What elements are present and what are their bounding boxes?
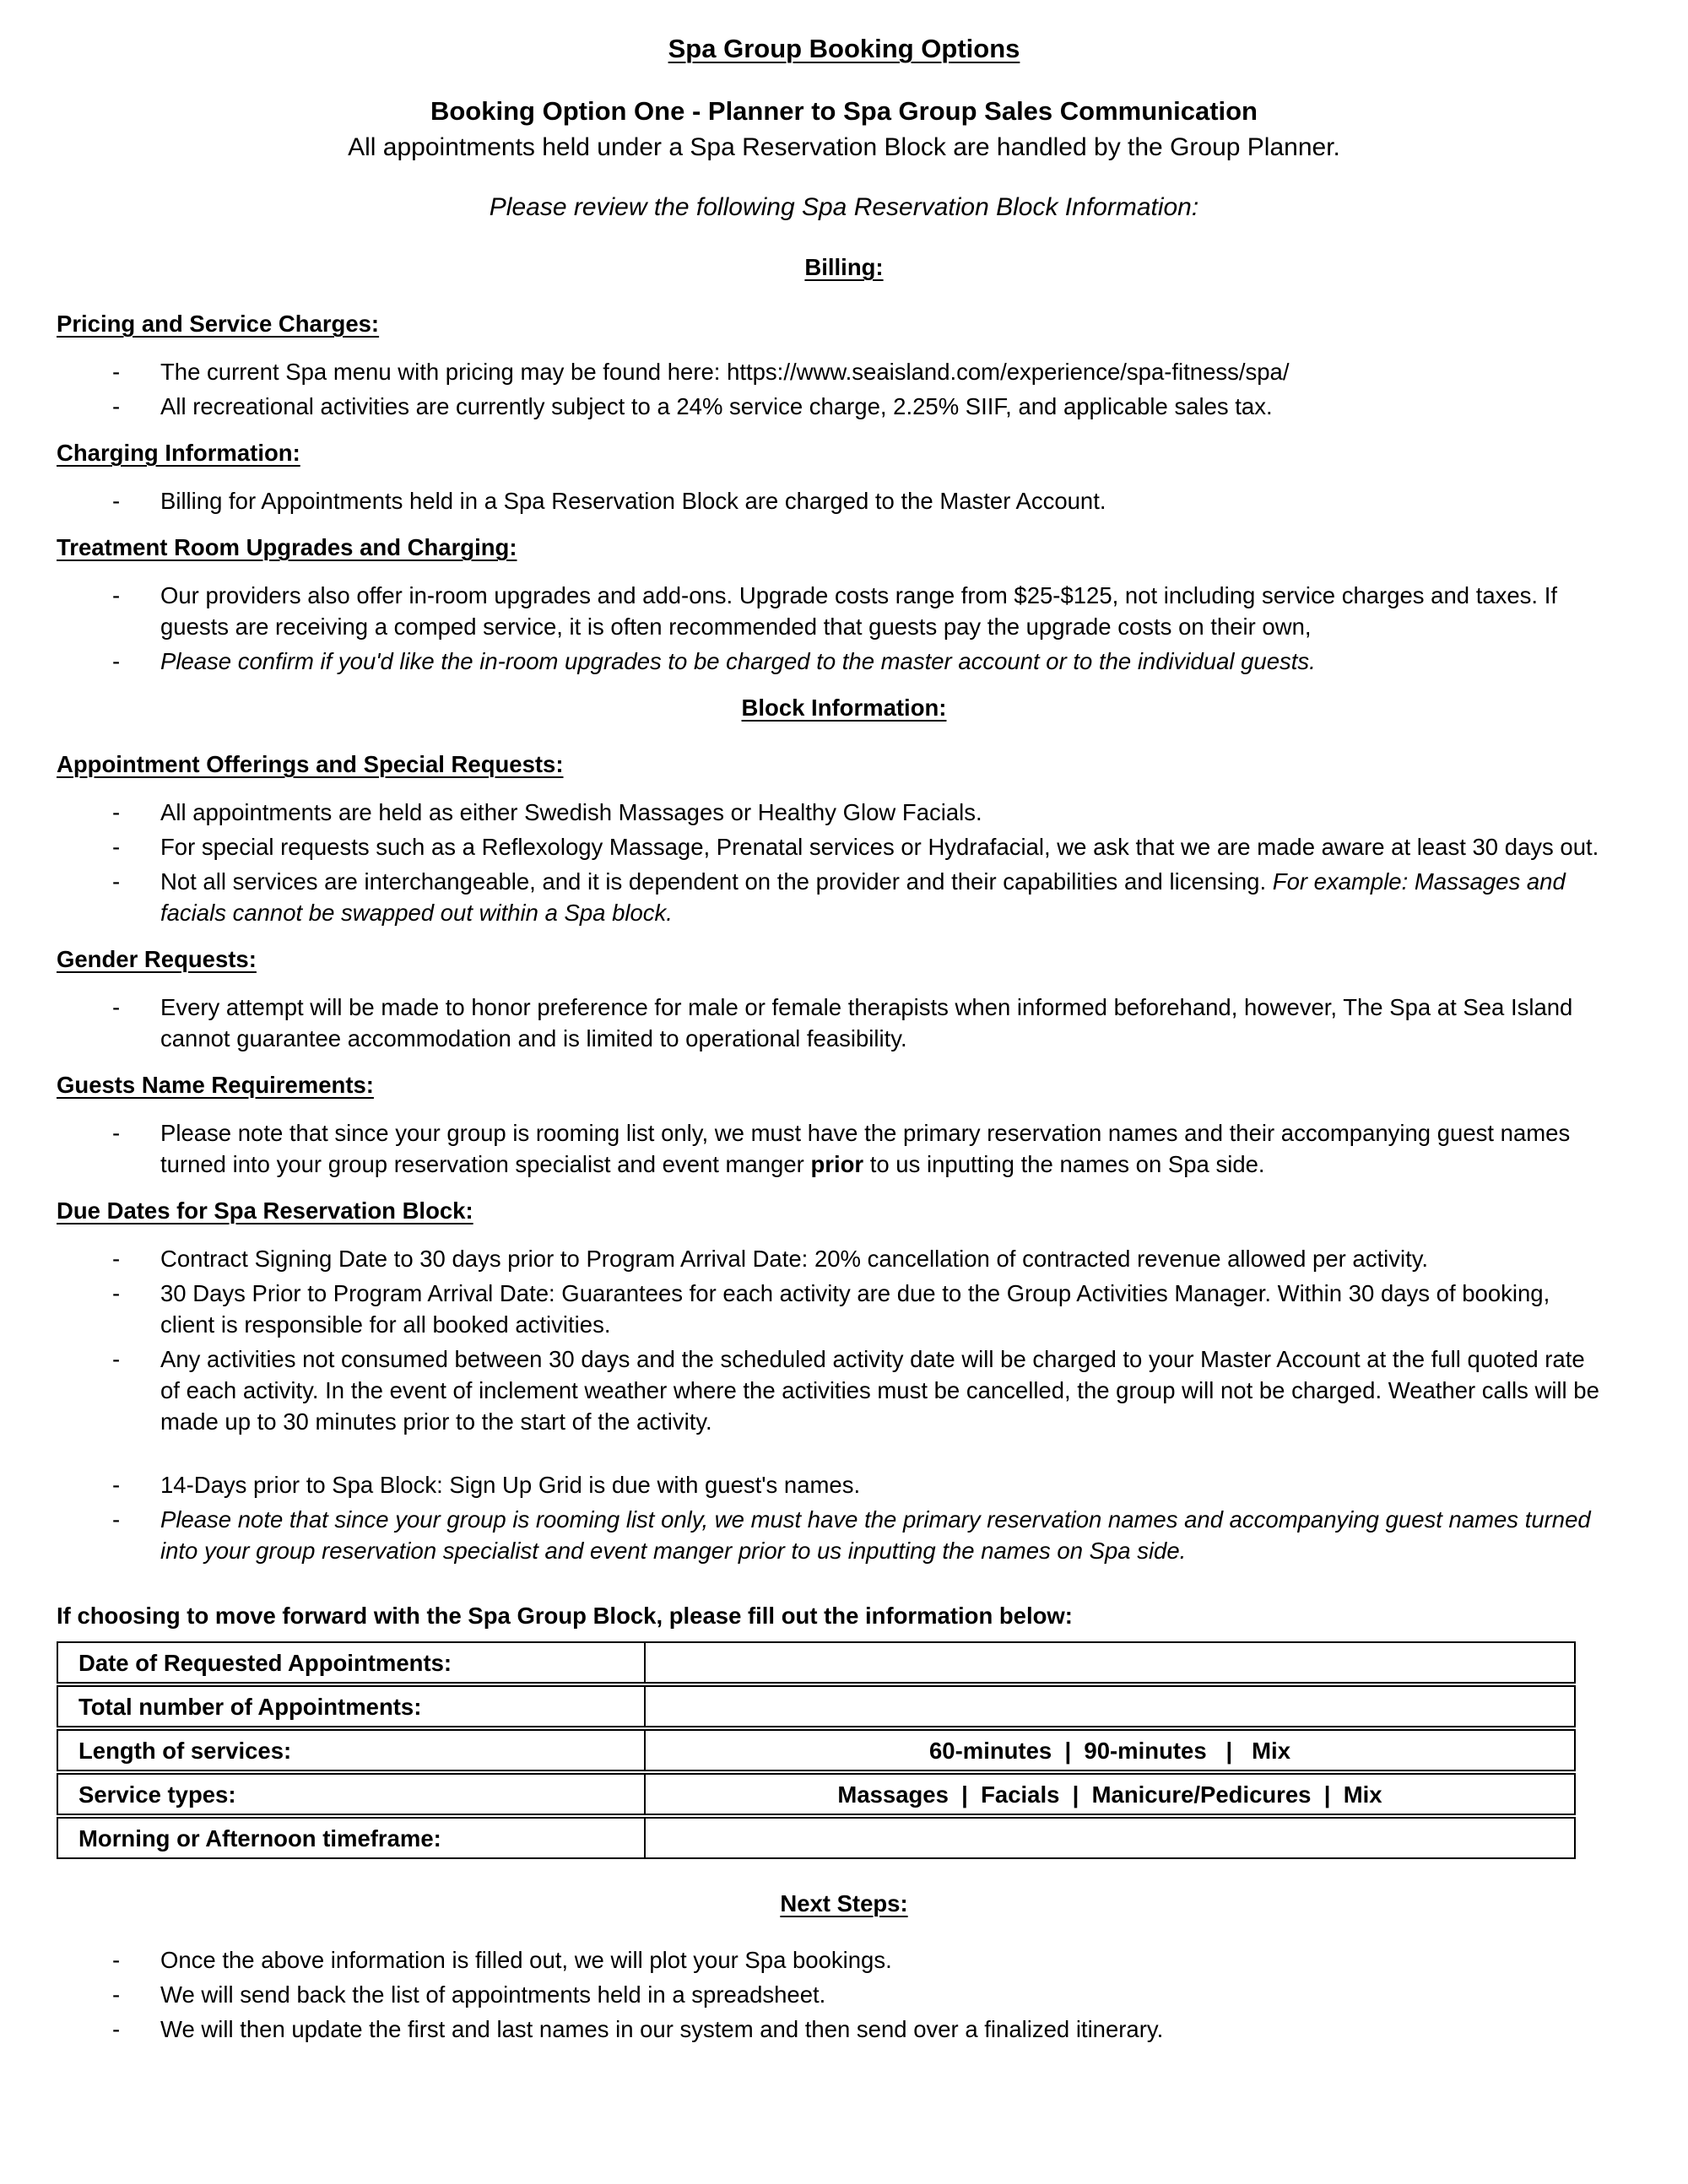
fill-out-instruction: If choosing to move forward with the Spa Group Block, please fill out the information below: <box>57 1603 1073 1629</box>
text-segment: Contract Signing Date to 30 days prior to Program Arrival Date: 20% cancellation of contracted revenue allowed per activity. <box>160 1246 1429 1272</box>
text-segment: to us inputting the names on Spa side. <box>863 1151 1265 1177</box>
text-segment: For special requests such as a Reflexology Massage, Prenatal services or Hydrafacial, we ask that we are made aware at least 30 days out. <box>160 834 1599 860</box>
list-item <box>57 1343 1631 1437</box>
booking-form-table <box>57 1640 1576 1861</box>
list-item <box>57 992 1631 1054</box>
due-dates-bullets <box>57 1243 1631 1437</box>
guests-name-requirements-bullets <box>57 1117 1631 1180</box>
table-label-cell: Date of Requested Appointments: <box>57 1641 646 1684</box>
bullet-dash: - <box>112 1120 121 1146</box>
bullet-dash: - <box>112 994 121 1020</box>
bullet-dash: - <box>112 1280 121 1306</box>
list-item <box>57 866 1631 928</box>
next-steps-bullets <box>57 1944 1631 2045</box>
list-item <box>57 1117 1631 1180</box>
bullet-text <box>160 391 1631 422</box>
bullet-dash: - <box>112 393 121 419</box>
bullet-dash: - <box>112 1506 121 1533</box>
text-segment: Please note that since your group is rooming list only, we must have the primary reservation names and accompanying guest names turned into your group reservation specialist and event manger prior to us inputting the names on Spa side. <box>160 1506 1591 1564</box>
option-one-subtitle: All appointments held under a Spa Reservation Block are handled by the Group Planner. <box>348 133 1340 161</box>
gender-requests-heading: Gender Requests: <box>57 946 257 972</box>
bullet-text <box>160 1278 1631 1340</box>
table-label-cell: Length of services: <box>57 1729 646 1771</box>
text-segment: Any activities not consumed between 30 days and the scheduled activity date will be charged to your Master Account at the full quoted rate of each activity. In the event of inclement weather where the activities must be cancelled, the group will not be charged. Weather calls will be made up to 30 minutes prior to the start of the activity. <box>160 1346 1599 1435</box>
bullet-text <box>160 1343 1631 1437</box>
gender-requests-bullets <box>57 992 1631 1054</box>
list-item <box>57 580 1631 642</box>
due-dates-heading: Due Dates for Spa Reservation Block: <box>57 1197 473 1224</box>
billing-heading: Billing: <box>804 254 884 280</box>
charging-bullets <box>57 485 1631 516</box>
text-segment: 14-Days prior to Spa Block: Sign Up Grid is due with guest's names. <box>160 1472 861 1498</box>
bullet-text <box>160 1469 1631 1500</box>
table-label-cell: Total number of Appointments: <box>57 1685 646 1727</box>
table-value-cell[interactable] <box>646 1641 1576 1684</box>
table-value-cell[interactable] <box>646 1817 1576 1859</box>
bullet-dash: - <box>112 488 121 514</box>
bullet-dash: - <box>112 582 121 608</box>
bullet-dash: - <box>112 868 121 895</box>
text-segment: prior <box>810 1151 864 1177</box>
bullet-text <box>160 1243 1631 1274</box>
table-value-cell[interactable]: 60-minutes | 90-minutes | Mix <box>646 1729 1576 1771</box>
bullet-dash: - <box>112 359 121 385</box>
bullet-text <box>160 356 1631 387</box>
table-row <box>57 1817 1576 1859</box>
table-row <box>57 1773 1576 1815</box>
bullet-dash: - <box>112 648 121 674</box>
table-value-cell[interactable]: Massages | Facials | Manicure/Pedicures | Mix <box>646 1773 1576 1815</box>
bullet-text <box>160 2014 1631 2045</box>
bullet-text <box>160 831 1631 862</box>
text-segment: Please note that since your group is rooming list only, we must have the primary reservation names and their accompanying guest names turned into your group reservation specialist and event manger <box>160 1120 1571 1177</box>
treatment-room-upgrades-heading: Treatment Room Upgrades and Charging: <box>57 534 517 560</box>
text-segment: For example: Massages and facials cannot be swapped out within a Spa block. <box>160 868 1566 926</box>
text-segment: Every attempt will be made to honor preference for male or female therapists when informed beforehand, however, The Spa at Sea Island cannot guarantee accommodation and is limited to operational feasibility. <box>160 994 1573 1051</box>
text-segment: All appointments are held as either Swedish Massages or Healthy Glow Facials. <box>160 799 982 825</box>
bullet-dash: - <box>112 1947 121 1973</box>
bullet-text <box>160 580 1631 642</box>
text-segment: Once the above information is filled out, we will plot your Spa bookings. <box>160 1947 892 1973</box>
table-row <box>57 1641 1576 1684</box>
bullet-text <box>160 1504 1631 1566</box>
text-segment: All recreational activities are currently subject to a 24% service charge, 2.25% SIIF, and applicable sales tax. <box>160 393 1273 419</box>
text-segment: We will then update the first and last names in our system and then send over a finalized itinerary. <box>160 2016 1164 2042</box>
pricing-bullets <box>57 356 1631 422</box>
bullet-text <box>160 866 1631 928</box>
bullet-text <box>160 1944 1631 1976</box>
text-segment: Billing for Appointments held in a Spa Reservation Block are charged to the Master Account. <box>160 488 1106 514</box>
option-one-heading: Booking Option One - Planner to Spa Group Sales Communication <box>430 96 1258 126</box>
bullet-dash: - <box>112 1981 121 2008</box>
doc-title: Spa Group Booking Options <box>668 34 1020 63</box>
charging-information-heading: Charging Information: <box>57 440 300 466</box>
text-segment: The current Spa menu with pricing may be found here: <box>160 359 728 385</box>
text-segment: 30 Days Prior to Program Arrival Date: Guarantees for each activity are due to the Group Activities Manager. Within 30 days of booking, client is responsible for all booked activities. <box>160 1280 1550 1338</box>
bullet-dash: - <box>112 1246 121 1272</box>
appointment-offerings-bullets <box>57 797 1631 928</box>
pricing-and-service-charges-heading: Pricing and Service Charges: <box>57 311 380 337</box>
table-row <box>57 1729 1576 1771</box>
list-item <box>57 1278 1631 1340</box>
bullet-text <box>160 797 1631 828</box>
bullet-dash: - <box>112 1472 121 1498</box>
bullet-text <box>160 1117 1631 1180</box>
due-dates-bullets-continued <box>57 1469 1631 1566</box>
blank-line <box>57 1452 1631 1469</box>
text-segment: We will send back the list of appointments held in a spreadsheet. <box>160 1981 826 2008</box>
text-segment: Our providers also offer in-room upgrades and add-ons. Upgrade costs range from $25-$125, not including service charges and taxes. If guests are receiving a comped service, it is often recommended that guests pay the upgrade costs on their own, <box>160 582 1557 640</box>
bullet-text <box>160 646 1631 677</box>
list-item <box>57 797 1631 828</box>
text-segment: Not all services are interchangeable, and it is dependent on the provider and their capabilities and licensing. <box>160 868 1273 895</box>
list-item <box>57 1504 1631 1566</box>
table-value-cell[interactable] <box>646 1685 1576 1727</box>
spa-menu-url[interactable]: https://www.seaisland.com/experience/spa-fitness/spa/ <box>727 359 1290 385</box>
list-item <box>57 1469 1631 1500</box>
review-instruction: Please review the following Spa Reservation Block Information: <box>489 193 1199 221</box>
list-item <box>57 391 1631 422</box>
list-item <box>57 646 1631 677</box>
table-row <box>57 1685 1576 1727</box>
bullet-dash: - <box>112 834 121 860</box>
list-item <box>57 1944 1631 1976</box>
appointment-offerings-heading: Appointment Offerings and Special Requests: <box>57 751 564 777</box>
list-item <box>57 1243 1631 1274</box>
bullet-text <box>160 485 1631 516</box>
bullet-text <box>160 992 1631 1054</box>
bullet-dash: - <box>112 2016 121 2042</box>
list-item <box>57 1979 1631 2010</box>
list-item <box>57 831 1631 862</box>
next-steps-heading: Next Steps: <box>780 1890 908 1916</box>
text-segment: Please confirm if you'd like the in-room upgrades to be charged to the master account or to the individual guests. <box>160 648 1316 674</box>
list-item <box>57 485 1631 516</box>
guests-name-requirements-heading: Guests Name Requirements: <box>57 1072 374 1098</box>
table-label-cell: Morning or Afternoon timeframe: <box>57 1817 646 1859</box>
bullet-dash: - <box>112 799 121 825</box>
table-label-cell: Service types: <box>57 1773 646 1815</box>
bullet-dash: - <box>112 1346 121 1372</box>
treatment-room-bullets <box>57 580 1631 677</box>
bullet-text <box>160 1979 1631 2010</box>
list-item <box>57 356 1631 387</box>
list-item <box>57 2014 1631 2045</box>
block-information-heading: Block Information: <box>741 695 947 721</box>
